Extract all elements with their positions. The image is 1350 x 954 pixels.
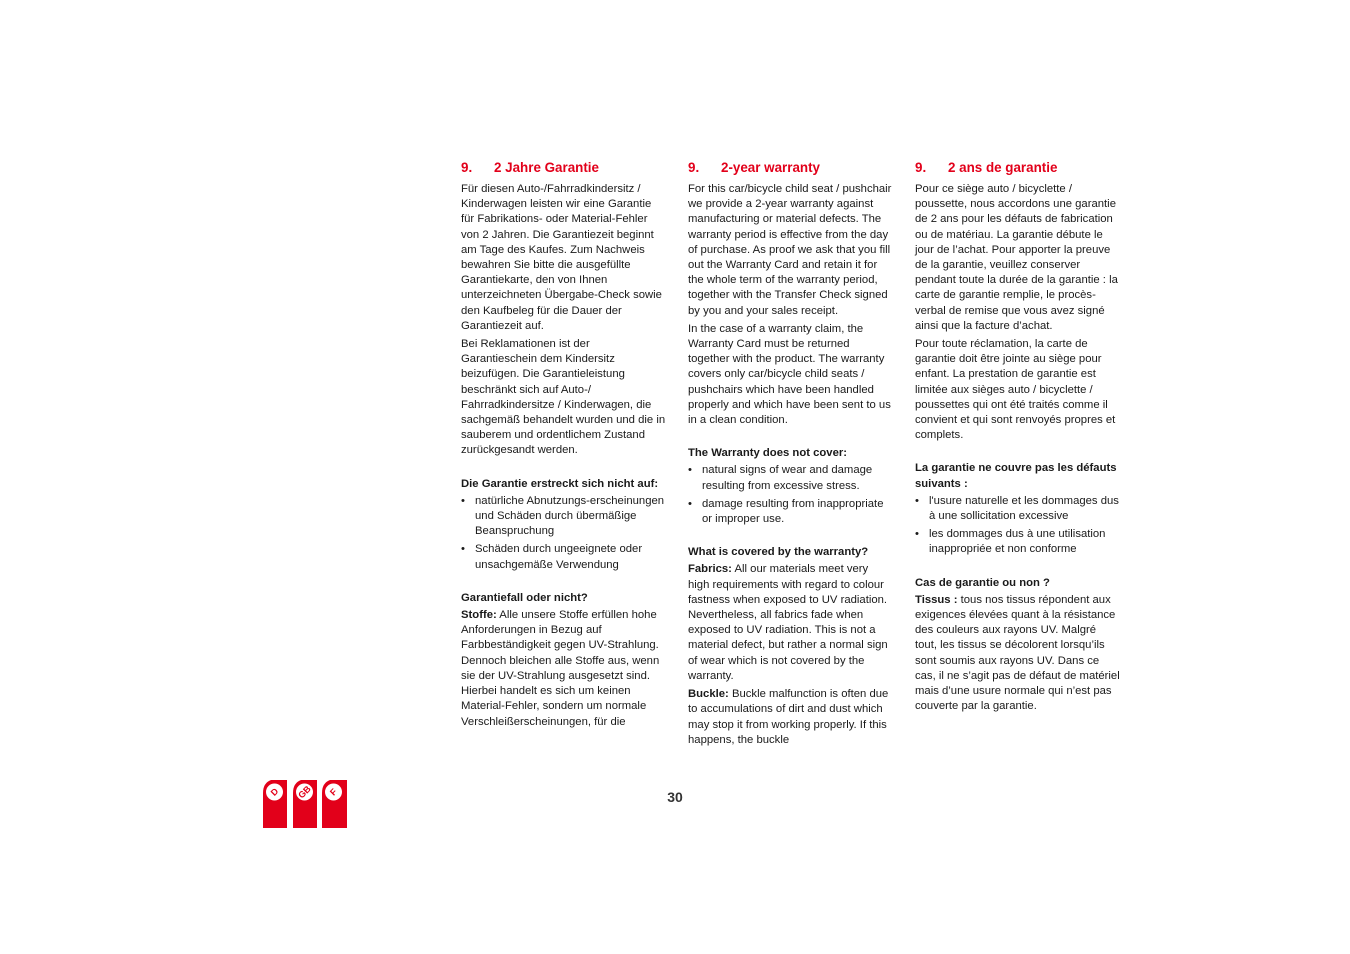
column-english — [688, 158, 892, 751]
list-item: • natürliche Abnutzungs-erscheinungen und Schäden durch übermäßige Beanspruchung — [461, 494, 667, 540]
not-covered-list — [461, 494, 667, 573]
section-number: 9. — [915, 160, 927, 175]
section-title: 2-year warranty — [721, 160, 820, 175]
paragraph-text: Alle unsere Stoffe erfüllen hohe Anforderungen in Bezug auf Farbbeständigkeit gegen UV-Strahlung. Dennoch bleichen alle Stoffe aus, wenn sie der UV-Strahlung ausgesetzt sind. Hierbei handelt es sich um keinen Material-Fehler, sondern um normale Verschleißerscheinungen, für die — [461, 609, 660, 728]
paragraph-text: Buckle malfunction is often due to accumulations of dirt and dust which may stop it from working properly. If this happens, the buckle — [688, 688, 889, 746]
lead-term: Stoffe: — [461, 609, 497, 622]
not-covered-list — [915, 494, 1121, 558]
list-item: • les dommages dus à une utilisation inappropriée et non conforme — [915, 527, 1121, 557]
language-tab-label: GB — [296, 783, 313, 801]
paragraph: Für diesen Auto-/Fahrradkindersitz / Kinderwagen leisten wir eine Garantie für Fabrikations- oder Material-Fehler von 2 Jahren. Die Garantiezeit beginnt am Tage des Kaufes. Zum Nachweis bewahren Sie bitte die ausgefüllte Garantiekarte, den von Ihnen unterzeichneten Übergabe-Check sowie den Kaufbeleg für die Dauer der Garantiezeit auf. — [461, 183, 662, 332]
not-covered-list — [688, 463, 892, 527]
paragraph-fabrics — [688, 562, 892, 684]
language-tab-gb — [293, 780, 317, 828]
paragraph: Pour toute réclamation, la carte de garantie doit être jointe au siège pour enfant. La prestation de garantie est limitée aux sièges auto / bicyclette / poussettes qui ont été traités comme il convient et qui sont renvoyés propres et complets. — [915, 338, 1116, 442]
list-item: • damage resulting from inappropriate or improper use. — [688, 497, 892, 527]
subheading-warranty-case: Cas de garantie ou non ? — [915, 576, 1050, 589]
paragraph-buckle — [688, 687, 892, 748]
paragraph-text: tous nos tissus répondent aux exigences élevées quant à la résistance des couleurs aux rayons UV. Malgré tout, les tissus se décolorent lorsqu’ils sont soumis aux rayons UV. Dans ce cas, il ne s’agit pas de défaut de matériel mais d’une usure normale qui n’est pas couverte par la garantie. — [915, 593, 1120, 713]
page-number: 30 — [667, 789, 683, 805]
language-tab-label: D — [268, 786, 281, 798]
language-tab-label: F — [328, 786, 339, 798]
paragraph: For this car/bicycle child seat / pushchair we provide a 2-year warranty against manufacturing or material defects. The warranty period is effective from the day of purchase. As proof we ask that you fill out the Warranty Card and retain it for the whole term of the warranty period, together with the Transfer Check signed by you and your sales receipt. — [688, 183, 892, 317]
section-title: 2 Jahre Garantie — [494, 160, 599, 175]
lead-term: Tissus : — [915, 593, 958, 606]
column-french — [915, 158, 1121, 718]
lead-term: Buckle: — [688, 688, 729, 701]
subheading-not-covered: The Warranty does not cover: — [688, 447, 848, 460]
list-item: • natural signs of wear and damage resulting from excessive stress. — [688, 463, 892, 493]
section-heading — [688, 158, 892, 178]
section-heading — [461, 158, 667, 178]
subheading-warranty-case: Garantiefall oder nicht? — [461, 591, 588, 604]
subheading-not-covered: La garantie ne couvre pas les défauts suivants : — [915, 462, 1117, 490]
language-tab-de — [263, 780, 287, 828]
language-tabs — [262, 779, 348, 828]
language-tabs-graphic — [262, 779, 348, 828]
lead-term: Fabrics: — [688, 563, 732, 576]
language-tab-fr — [322, 780, 347, 828]
list-item: • Schäden durch ungeeignete oder unsachgemäße Verwendung — [461, 542, 667, 572]
section-number: 9. — [461, 160, 473, 175]
subheading-warranty-case: What is covered by the warranty? — [688, 546, 869, 559]
column-german — [461, 158, 667, 733]
paragraph-text: All our materials meet very high requirements with regard to colour fastness when exposed to UV radiation. Nevertheless, all fabrics fade when exposed to UV radiation. This is not a material defect, but rather a normal sign of wear which is not covered by the warranty. — [688, 563, 888, 682]
paragraph-fabrics — [915, 593, 1121, 715]
section-number: 9. — [688, 160, 700, 175]
list-item: • l'usure naturelle et les dommages dus à une sollicitation excessive — [915, 494, 1121, 524]
paragraph: In the case of a warranty claim, the Warranty Card must be returned together with the product. The warranty covers only car/bicycle child seats / pushchairs which have been handled properly and which have been sent to us in a clean condition. — [688, 322, 891, 427]
section-heading — [915, 158, 1121, 178]
section-title: 2 ans de garantie — [948, 160, 1058, 175]
paragraph: Bei Reklamationen ist der Garantieschein dem Kindersitz beizufügen. Die Garantieleistung beschränkt sich auf Auto-/ Fahrradkindersitze / Kinderwagen, die sachgemäß behandelt wurden und die in sauberem und ordentlichem Zustand zurückgesandt werden. — [461, 338, 666, 457]
paragraph: Pour ce siège auto / bicyclette / poussette, nous accordons une garantie de 2 ans pour les défauts de fabrication ou de matériau. La garantie débute le jour de l’achat. Pour apporter la preuve de la garantie, veuillez conserver pendant toute la durée de la garantie : la carte de garantie remplie, le procès-verbal de remise que vous avez signé ainsi que la facture d’achat. — [915, 183, 1118, 332]
subheading-not-covered: Die Garantie erstreckt sich nicht auf: — [461, 477, 659, 490]
paragraph-fabrics — [461, 608, 667, 730]
